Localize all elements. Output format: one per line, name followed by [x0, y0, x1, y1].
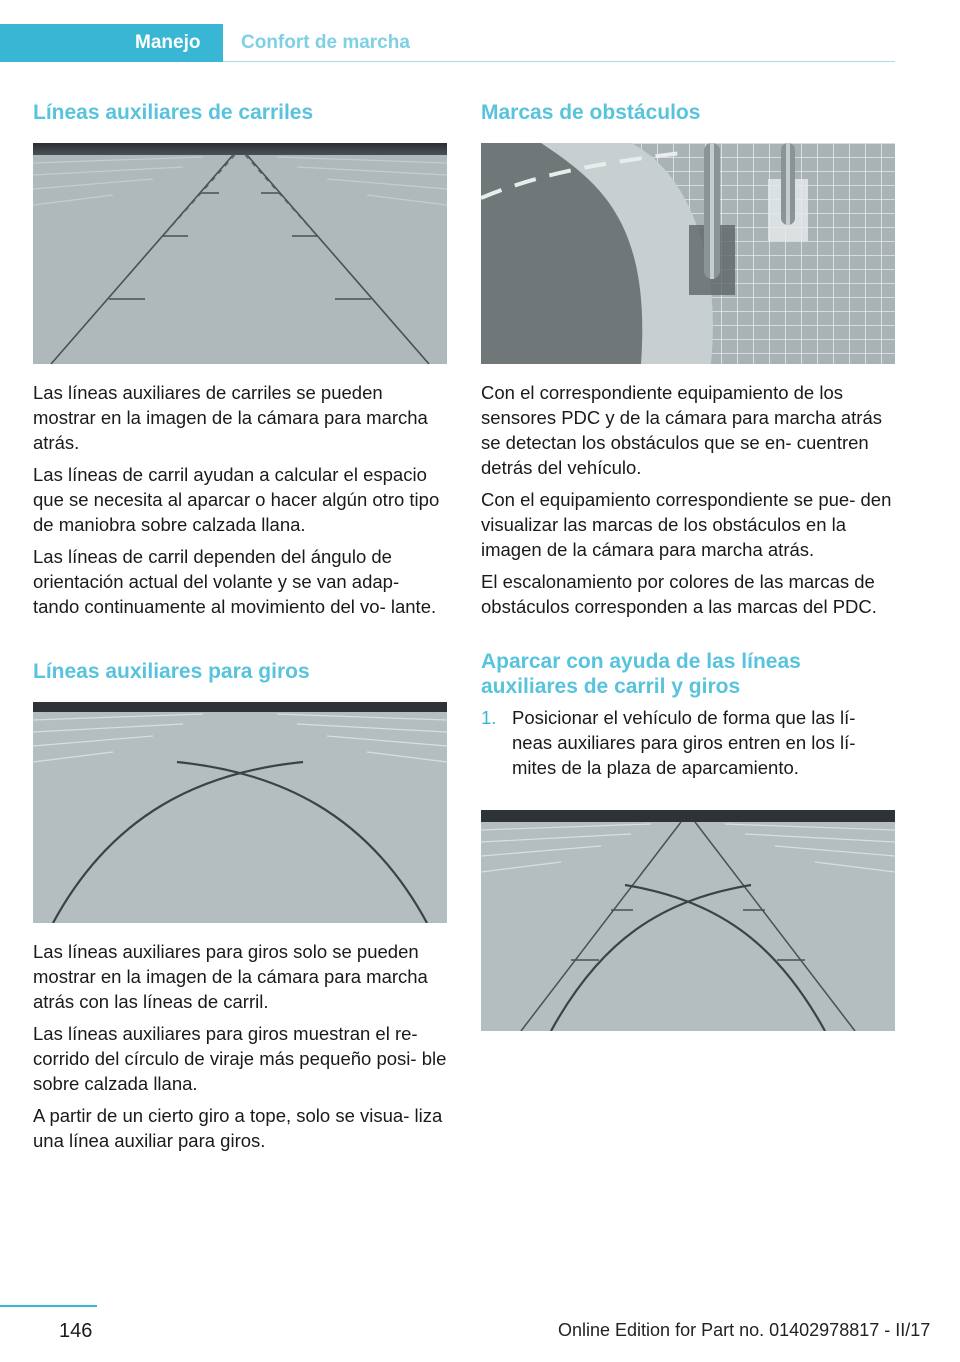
obstacle-marks-figure: [481, 143, 895, 364]
paragraph: A partir de un cierto giro a tope, solo se visua‐ liza una línea auxiliar para giros.: [33, 1105, 443, 1151]
header-rule: [223, 61, 895, 62]
section-title-lane-lines: Líneas auxiliares de carriles: [33, 101, 314, 124]
edition-text: Online Edition for Part no. 01402978817 - II/17: [558, 1320, 931, 1340]
paragraph: Las líneas auxiliares para giros muestran el re‐ corrido del círculo de viraje más pequeño posi‐ ble sobre calzada llana.: [33, 1023, 447, 1094]
paragraph: El escalonamiento por colores de las marcas de obstáculos corresponden a las marcas del PDC.: [481, 571, 877, 617]
footer-rule: [0, 1305, 97, 1307]
section-title-parking: Aparcar con ayuda de las líneas auxiliares de carril y giros: [481, 650, 801, 698]
turn-lines-figure: [33, 702, 447, 923]
header-tabs: [0, 24, 895, 62]
paragraph: Con el correspondiente equipamiento de los sensores PDC y de la cámara para marcha atrás se detectan los obstáculos que se en‐ cuentren detrás del vehículo.: [481, 382, 883, 478]
paragraph: Las líneas de carril dependen del ángulo de orientación actual del volante y se van adap‐ tando continuamente al movimiento del vo‐ lante.: [33, 546, 437, 617]
right-column: [481, 100, 895, 1047]
tab-confort-de-marcha: Confort de marcha: [241, 32, 410, 53]
section-title-obstacle-marks: Marcas de obstáculos: [481, 101, 701, 124]
section-title-turn-lines: Líneas auxiliares para giros: [33, 660, 310, 683]
paragraph: Las líneas auxiliares de carriles se pueden mostrar en la imagen de la cámara para marcha atrás.: [33, 382, 428, 453]
paragraph: Las líneas de carril ayudan a calcular el espacio que se necesita al aparcar o hacer algún otro tipo de maniobra sobre calzada llana.: [33, 464, 440, 535]
step-number: 1.: [481, 707, 497, 728]
lane-lines-figure: [33, 143, 447, 364]
step-item: [481, 705, 895, 780]
step-text: Posicionar el vehículo de forma que las lí‐ neas auxiliares para giros entren en los lí‐ mites de la plaza de aparcamiento.: [512, 707, 856, 778]
paragraph: Con el equipamiento correspondiente se pue‐ den visualizar las marcas de los obstáculos en la imagen de la cámara para marcha atrás.: [481, 489, 892, 560]
left-column: [33, 100, 447, 1160]
paragraph: Las líneas auxiliares para giros solo se pueden mostrar en la imagen de la cámara para marcha atrás con las líneas de carril.: [33, 941, 428, 1012]
page-number: 146: [59, 1320, 93, 1342]
tab-manejo: Manejo: [0, 24, 223, 62]
parking-lines-figure: [481, 810, 895, 1031]
